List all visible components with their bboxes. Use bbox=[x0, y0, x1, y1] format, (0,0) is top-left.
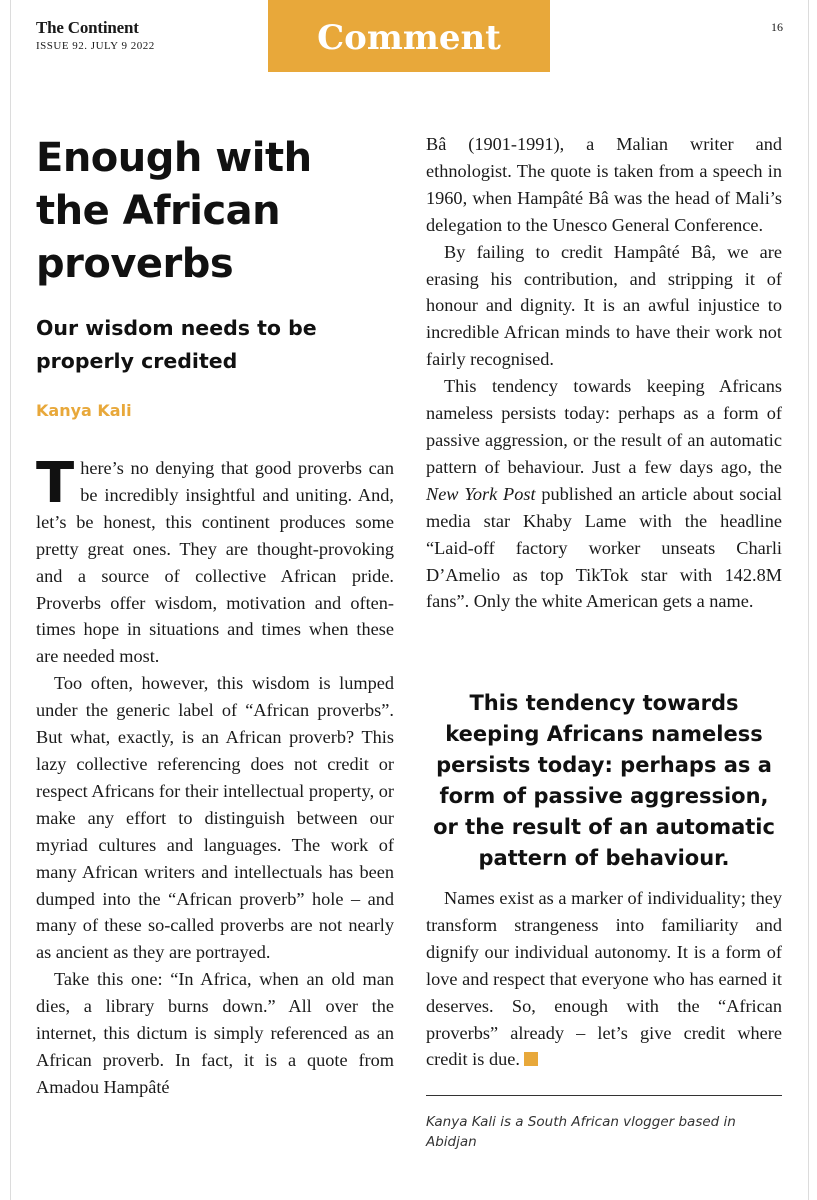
issue-line: ISSUE 92. JULY 9 2022 bbox=[36, 40, 155, 52]
pull-quote: This tendency towards keeping Africans nameless persists today: perhaps as a form of passive aggression, or the result of an automatic pattern of behaviour. bbox=[433, 691, 775, 870]
body-paragraph: By failing to credit Hampâté Bâ, we are erasing his contribution, and stripping it of honour and dignity. It is an awful injustice to incredible African minds to have their work not fairly recognised. bbox=[426, 241, 782, 370]
body-column-right-end bbox=[426, 885, 782, 1073]
body-paragraph: There’s no denying that good proverbs can be incredibly insightful and uniting. And, let’s be honest, this continent produces some pretty great ones. They are thought-provoking and a source of collective African pride. Proverbs offer wisdom, motivation and often-times hope in situations and times when these are needed most. bbox=[36, 451, 394, 667]
drop-cap: T bbox=[36, 451, 75, 516]
end-mark-icon bbox=[524, 1052, 538, 1066]
subheadline: Our wisdom needs to be properly credited bbox=[36, 316, 317, 373]
divider bbox=[426, 1095, 782, 1096]
author-bio: Kanya Kali is a South African vlogger based in Abidjan bbox=[426, 1114, 736, 1150]
body-paragraph: Too often, however, this wisdom is lumped under the generic label of “African proverbs”. But what, exactly, is an African proverb? This lazy collective referencing does not credit or respect Africans for their intellectual property, or make any effort to distinguish between our myriad cultures and languages. The work of many African writers and intellectuals has been dumped into the “African proverb” hole – and many of these so-called proverbs are not nearly as ancient as they are portrayed. bbox=[36, 673, 394, 963]
body-paragraph: Bâ (1901-1991), a Malian writer and ethnologist. The quote is taken from a speech in 1960, when Hampâté Bâ was the head of Mali’s delegation to the Unesco General Conference. bbox=[426, 134, 782, 235]
page-number: 16 bbox=[771, 20, 783, 34]
publication-reference: New York Post bbox=[426, 483, 536, 504]
body-paragraph: Take this one: “In Africa, when an old man dies, a library burns down.” All over the internet, this dictum is simply referenced as an African proverb. In fact, it is a quote from Amadou Hampâté bbox=[36, 969, 394, 1097]
body-column-left bbox=[36, 451, 394, 1101]
body-paragraph: Names exist as a marker of individuality; they transform strangeness into familiarity and dignify our individual autonomy. It is a form of love and respect that everyone who has earned it deserves. So, enough with the “African proverbs” already – let’s give credit where credit is due. bbox=[426, 888, 782, 1070]
headline: Enough with the African proverbs bbox=[36, 135, 312, 287]
publication-name: The Continent bbox=[36, 18, 139, 37]
author-byline: Kanya Kali bbox=[36, 401, 132, 420]
body-paragraph: This tendency towards keeping Africans nameless persists today: perhaps as a form of passive aggression, or the result of an automatic pattern of behaviour. Just a few days ago, the New York Post published an article about social media star Khaby Lame with the headline “Laid-off factory worker unseats Charli D’Amelio as top TikTok star with 142.8M fans”. Only the white American gets a name. bbox=[426, 376, 783, 612]
masthead bbox=[36, 18, 155, 52]
magazine-page bbox=[10, 0, 809, 1200]
body-column-right bbox=[426, 131, 782, 615]
section-label: Comment bbox=[268, 0, 550, 72]
